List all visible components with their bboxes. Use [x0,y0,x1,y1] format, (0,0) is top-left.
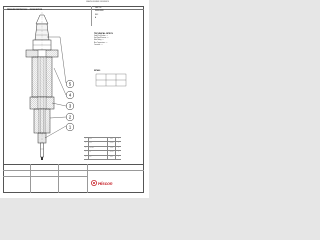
cell-name: Body [89,138,108,141]
spec-item: Connector : --- [94,44,103,46]
title-block-rule [3,176,87,177]
title-block-divider [87,164,88,193]
cell-qty: 1 [118,143,120,145]
cell-no: 1 [84,138,89,141]
cell-material: Glass [108,147,116,150]
spec-item: Max. Temperature : --- [94,42,108,44]
callout-4-label: 4 [68,92,72,98]
title-block-rule [3,170,144,171]
technical-specs-title: TECHNICAL SPECS [94,33,113,35]
cell-material: Steel [108,156,116,159]
cell-qty: 1 [118,147,120,149]
cell-material: Rubber [108,142,116,145]
header-reference: DRAWING NUMBER / REFERENCE [86,2,109,3]
spec-item: Feed-Thru Position : --- [94,36,108,37]
company-logo-text: Hiscon [98,181,113,186]
callout-5-label: 5 [68,81,72,87]
cell-name: Pin [89,151,108,154]
title-block [3,164,144,193]
drawing-title: PRESSURE FEEDTHROUGH — CROSS SECTION [7,10,43,11]
detail-schematic [96,74,126,86]
pn-label: PART No. [95,8,102,9]
callout-3-label: 3 [68,103,72,109]
callout-balloons [66,80,74,131]
cell-no: 2 [84,142,89,145]
cell-name: Nut [89,156,108,159]
cell-name: Seal [89,142,108,145]
company-logo-icon [91,180,97,186]
pin-tail [38,133,46,160]
flange [26,50,58,57]
cell-qty: 1 [118,139,120,140]
spec-item: Seal Proof Pressure : --- [94,38,109,40]
title-block-divider [58,164,59,193]
callout-2-label: 2 [68,114,72,120]
cell-qty: 1 [118,152,120,154]
rev-value: A [95,18,97,19]
parts-table [84,137,121,160]
pn-value: XXXX-XXXX [95,11,104,12]
title-block-divider [30,164,31,193]
cell-no: 3 [84,147,89,150]
cell-no: 5 [84,156,89,159]
spec-item: Helix Rating : --- [94,40,104,42]
cell-qty: 1 [118,156,120,158]
details-title: DETAILS [94,71,101,72]
callout-1-label: 1 [68,124,72,130]
table-row [84,156,121,160]
body-section [30,57,54,133]
cell-no: 4 [84,151,89,154]
rev-label: REV. [95,15,99,16]
cell-name: Insulator [89,147,108,150]
cell-material: Copper [108,151,116,154]
cell-material: Steel [108,138,116,141]
drawing-sheet [0,0,149,198]
